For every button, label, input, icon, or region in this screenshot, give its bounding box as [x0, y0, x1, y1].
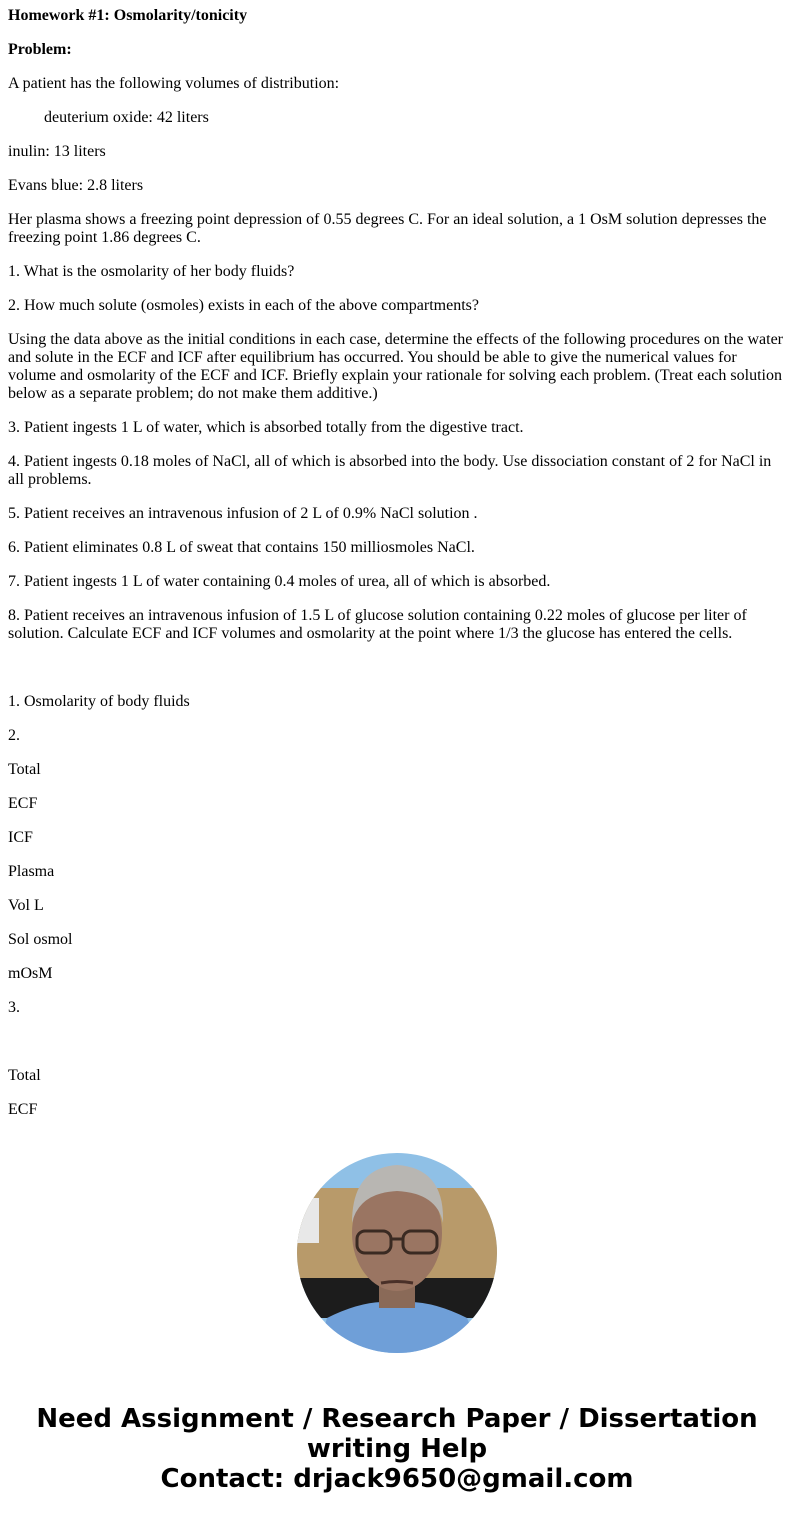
- answer-line: 2.: [8, 727, 20, 744]
- answer-line: 1. Osmolarity of body fluids: [8, 693, 190, 710]
- question: 6. Patient eliminates 0.8 L of sweat that contains 150 milliosmoles NaCl.: [8, 539, 475, 556]
- question: 3. Patient ingests 1 L of water, which is absorbed totally from the digestive tract.: [8, 419, 524, 436]
- answer-line: 3.: [8, 999, 20, 1016]
- promo-line: writing Help: [306, 1434, 488, 1464]
- answer-line: Total: [8, 1067, 41, 1084]
- problem-heading: [8, 41, 786, 59]
- title-text: Homework #1: Osmolarity/tonicity: [8, 7, 248, 24]
- spacer: [8, 659, 786, 677]
- answer-line: mOsM: [8, 965, 53, 982]
- doc-title: [8, 7, 786, 25]
- promo-contact: Contact: drjack9650@gmail.com: [160, 1464, 634, 1494]
- problem-label: Problem:: [8, 41, 72, 58]
- answer-line: Vol L: [8, 897, 44, 914]
- author-photo: [297, 1153, 497, 1353]
- question: 4. Patient ingests 0.18 moles of NaCl, all of which is absorbed into the body. Use dissociation constant of 2 for NaCl in all problems.: [8, 453, 772, 488]
- question: 2. How much solute (osmoles) exists in each of the above compartments?: [8, 297, 479, 314]
- paragraph: Her plasma shows a freezing point depression of 0.55 degrees C. For an ideal solution, a 1 OsM solution depresses the freezing point 1.86 degrees C.: [8, 211, 767, 246]
- answer-line: Total: [8, 761, 41, 778]
- answer-line: Sol osmol: [8, 931, 73, 948]
- paragraph: A patient has the following volumes of distribution:: [8, 75, 340, 92]
- question: 1. What is the osmolarity of her body fluids?: [8, 263, 295, 280]
- promo-banner: [0, 1404, 794, 1494]
- spacer: [8, 1033, 786, 1051]
- answer-line: ECF: [8, 1101, 38, 1118]
- paragraph: Using the data above as the initial conditions in each case, determine the effects of the following procedures on the water and solute in the ECF and ICF after equilibrium has occurred. You should be able to give the numerical values for volume and osmolarity of the ECF and ICF. Briefly explain your rationale for solving each problem. (Treat each solution below as a separate problem; do not make them additive.): [8, 331, 783, 402]
- answer-line: ICF: [8, 829, 33, 846]
- question: 8. Patient receives an intravenous infusion of 1.5 L of glucose solution containing 0.22 moles of glucose per liter of solution. Calculate ECF and ICF volumes and osmolarity at the point where 1/3 the glucose has entered the cells.: [8, 607, 747, 642]
- question: 7. Patient ingests 1 L of water containing 0.4 moles of urea, all of which is absorbed.: [8, 573, 551, 590]
- promo-line: Need Assignment / Research Paper / Dissertation: [36, 1404, 758, 1434]
- document-body: [8, 7, 786, 1135]
- paragraph: Evans blue: 2.8 liters: [8, 177, 144, 194]
- paragraph: deuterium oxide: 42 liters: [44, 109, 209, 126]
- answer-line: Plasma: [8, 863, 55, 880]
- answer-line: ECF: [8, 795, 38, 812]
- question: 5. Patient receives an intravenous infusion of 2 L of 0.9% NaCl solution .: [8, 505, 478, 522]
- paragraph: inulin: 13 liters: [8, 143, 106, 160]
